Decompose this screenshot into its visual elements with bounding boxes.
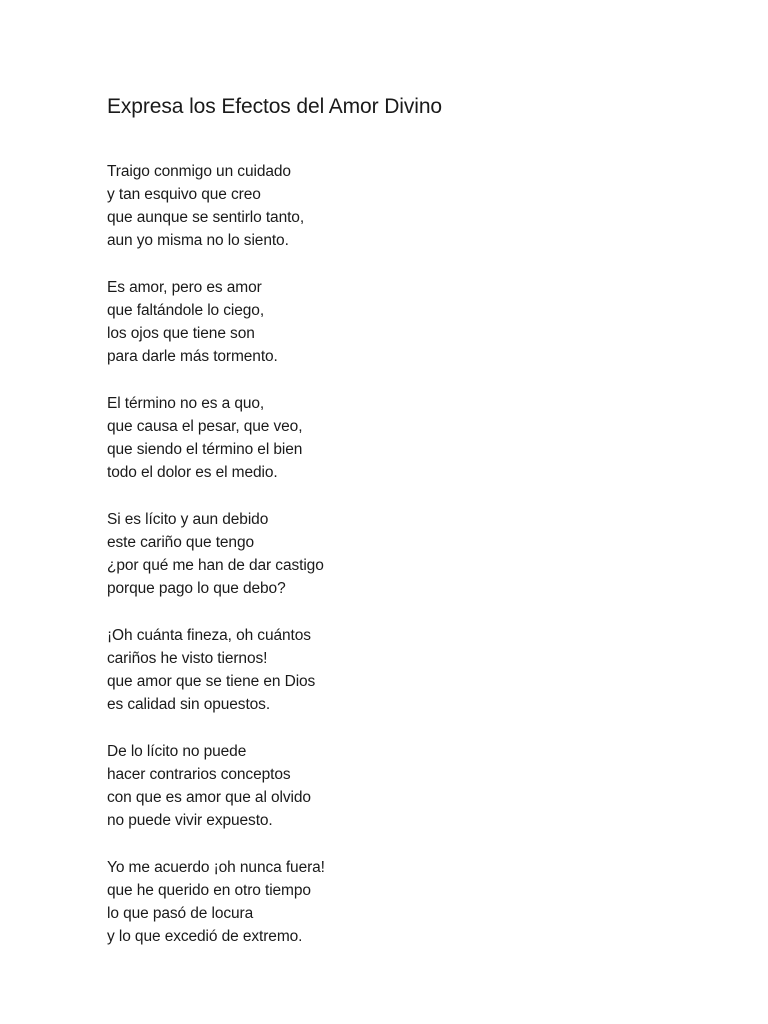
verse-line: y lo que excedió de extremo.: [107, 928, 303, 945]
verse-line: El término no es a quo,: [107, 395, 265, 412]
verse-line: Si es lícito y aun debido: [107, 511, 269, 528]
verse-line: y tan esquivo que creo: [107, 186, 261, 203]
verse-line: no puede vivir expuesto.: [107, 812, 273, 829]
verse-line: que he querido en otro tiempo: [107, 882, 311, 899]
verse-line: cariños he visto tiernos!: [107, 650, 268, 667]
verse-line: De lo lícito no puede: [107, 743, 247, 760]
verse-line: aun yo misma no lo siento.: [107, 232, 289, 249]
verse-line: Yo me acuerdo ¡oh nunca fuera!: [107, 859, 325, 876]
verse-line: lo que pasó de locura: [107, 905, 254, 922]
stanza-2: [107, 276, 728, 368]
verse-line: todo el dolor es el medio.: [107, 464, 278, 481]
verse-line: que faltándole lo ciego,: [107, 302, 265, 319]
stanza-5: [107, 624, 728, 716]
verse-line: Es amor, pero es amor: [107, 279, 262, 296]
verse-line: este cariño que tengo: [107, 534, 254, 551]
verse-line: que causa el pesar, que veo,: [107, 418, 303, 435]
verse-line: Traigo conmigo un cuidado: [107, 163, 291, 180]
verse-line: ¡Oh cuánta fineza, oh cuántos: [107, 627, 311, 644]
verse-line: que siendo el término el bien: [107, 441, 303, 458]
stanza-4: [107, 508, 728, 600]
stanza-3: [107, 392, 728, 484]
poem-title: Expresa los Efectos del Amor Divino: [107, 95, 442, 118]
verse-line: porque pago lo que debo?: [107, 580, 286, 597]
stanza-6: [107, 740, 728, 832]
document-page: [107, 92, 728, 972]
verse-line: los ojos que tiene son: [107, 325, 255, 342]
verse-line: ¿por qué me han de dar castigo: [107, 557, 324, 574]
stanza-7: [107, 856, 728, 948]
verse-line: que amor que se tiene en Dios: [107, 673, 316, 690]
stanza-1: [107, 160, 728, 252]
verse-line: que aunque se sentirlo tanto,: [107, 209, 305, 226]
verse-line: para darle más tormento.: [107, 348, 278, 365]
verse-line: hacer contrarios conceptos: [107, 766, 291, 783]
verse-line: es calidad sin opuestos.: [107, 696, 271, 713]
verse-line: con que es amor que al olvido: [107, 789, 311, 806]
